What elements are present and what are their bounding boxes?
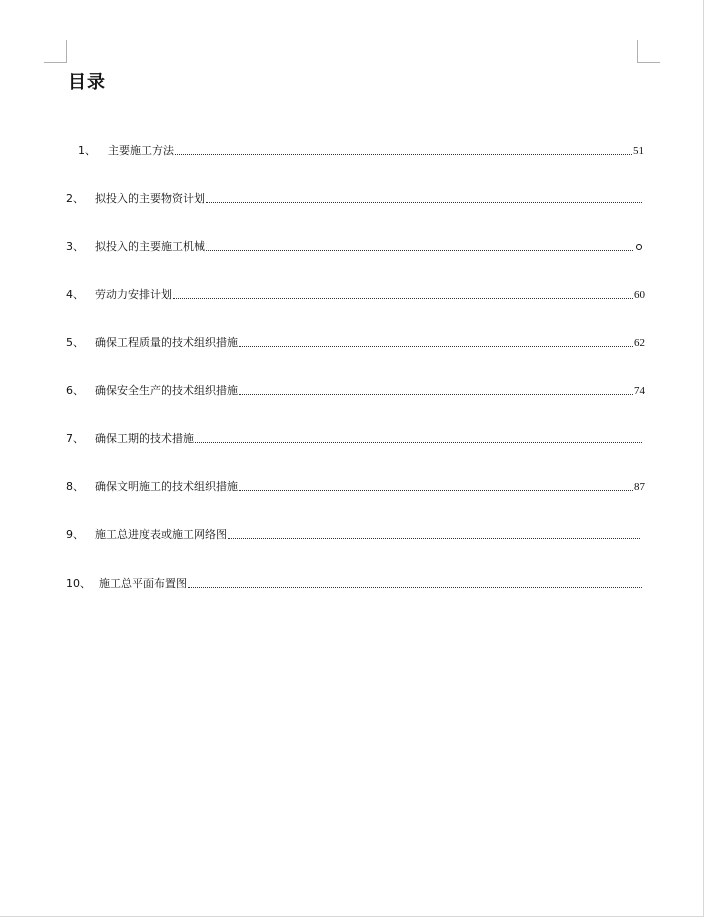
toc-entry-number: 1、 [78, 144, 96, 157]
toc-entry-label: 确保工程质量的技术组织措施 [95, 336, 238, 349]
toc-entry-number: 3、 [66, 240, 84, 253]
toc-entry[interactable] [66, 238, 642, 254]
toc-entry-page: 60 [634, 289, 645, 301]
toc-dot-leader [175, 153, 632, 155]
toc-dot-leader [195, 441, 642, 443]
toc-entry-label: 拟投入的主要施工机械 [95, 240, 205, 253]
toc-entry-label: 确保工期的技术措施 [95, 432, 194, 445]
toc-entry-page: 87 [634, 481, 645, 493]
toc-entry-number: 10、 [66, 577, 91, 590]
toc-title: 目录 [68, 72, 106, 93]
toc-dot-leader [206, 201, 642, 203]
toc-entry[interactable] [78, 142, 644, 158]
toc-entry-number: 7、 [66, 432, 84, 445]
toc-entry-number: 2、 [66, 192, 84, 205]
toc-entry-label: 劳动力安排计划 [95, 288, 172, 301]
toc-dot-leader [206, 249, 633, 251]
toc-entry-label: 主要施工方法 [108, 144, 174, 157]
toc-entry-label: 确保安全生产的技术组织措施 [95, 384, 238, 397]
toc-dot-leader [239, 489, 633, 491]
toc-entry-label: 施工总平面布置图 [99, 577, 187, 590]
toc-entry-page: 74 [634, 385, 645, 397]
toc-dot-leader [188, 586, 642, 588]
toc-entry-number: 9、 [66, 528, 84, 541]
toc-dot-leader [228, 537, 640, 539]
toc-entry[interactable] [66, 478, 645, 494]
toc-dot-leader [239, 393, 633, 395]
toc-dot-leader [173, 297, 633, 299]
toc-entry-number: 4、 [66, 288, 84, 301]
crop-mark-top-left [44, 40, 67, 63]
toc-entry-page: 51 [633, 145, 644, 157]
toc-entry-label: 拟投入的主要物资计划 [95, 192, 205, 205]
toc-entry[interactable] [66, 190, 643, 206]
toc-entry[interactable] [66, 575, 643, 591]
toc-entry[interactable] [66, 334, 645, 350]
toc-entry-label: 确保文明施工的技术组织措施 [95, 480, 238, 493]
page-marker-icon [636, 244, 642, 250]
toc-entry[interactable] [66, 382, 645, 398]
toc-entry-number: 6、 [66, 384, 84, 397]
toc-entry-page: 62 [634, 337, 645, 349]
crop-mark-top-right [637, 40, 660, 63]
toc-entry[interactable] [66, 526, 641, 542]
toc-entry-label: 施工总进度表或施工网络图 [95, 528, 227, 541]
toc-entry[interactable] [66, 286, 645, 302]
toc-entry-number: 5、 [66, 336, 84, 349]
toc-entry[interactable] [66, 430, 643, 446]
toc-dot-leader [239, 345, 633, 347]
toc-entry-number: 8、 [66, 480, 84, 493]
